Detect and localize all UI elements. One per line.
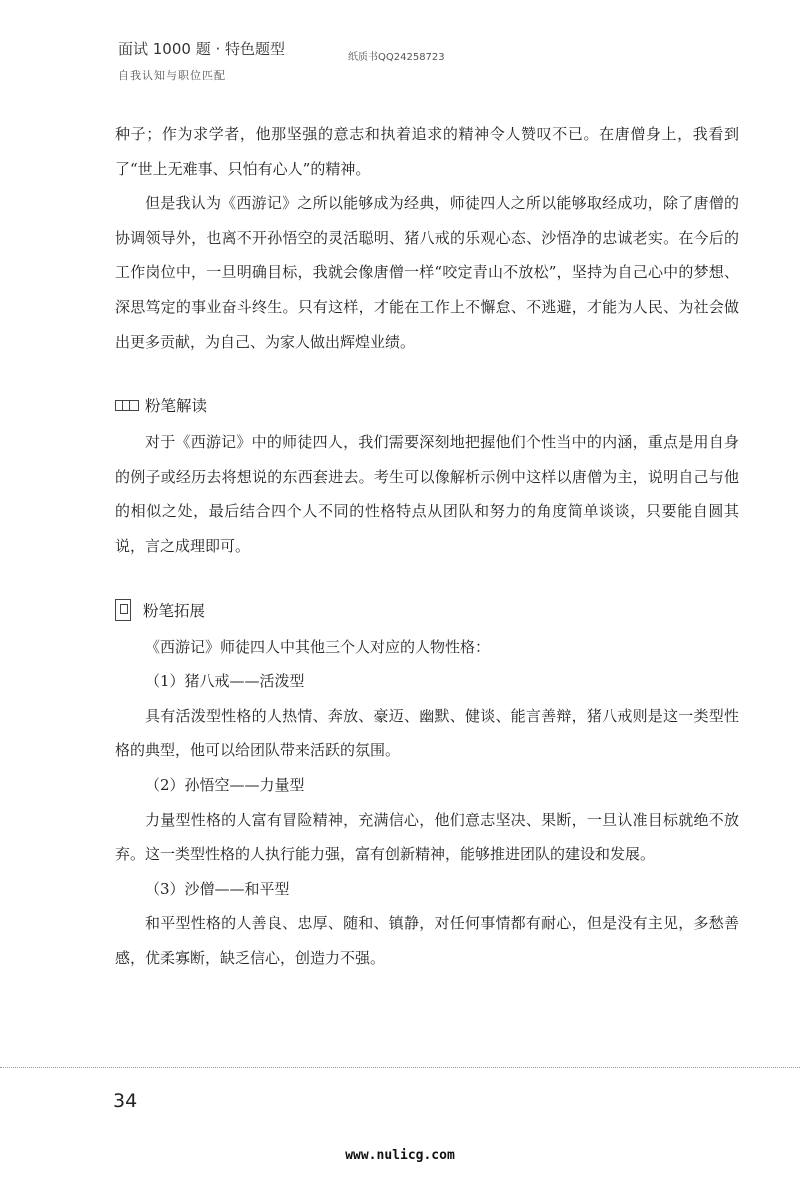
item-body: 力量型性格的人富有冒险精神，充满信心，他们意志坚决、果断，一旦认准目标就绝不放弃。这一类型性格的人执行能力强，富有创新精神，能够推进团队的建设和发展。 <box>115 810 739 864</box>
extension-icon <box>115 599 131 621</box>
reading-section-header <box>115 385 739 425</box>
reading-paragraph: 对于《西游记》中的师徒四人，我们需要深刻地把握他们个性当中的内涵，重点是用自身的例子或经历去将想说的东西套进去。考生可以像解析示例中这样以唐僧为主，说明自己与他的相似之处，最后结合四个人不同的性格特点从团队和努力的角度简单谈谈，只要能自圆其说，言之成理即可。 <box>115 433 739 555</box>
item-heading: （2）孙悟空——力量型 <box>145 775 305 794</box>
item-heading: （3）沙僧——和平型 <box>145 879 290 898</box>
page-body <box>115 117 739 975</box>
series-title: 面试 1000 题 · 特色题型 <box>118 40 286 58</box>
item-body: 和平型性格的人善良、忠厚、随和、镇静，对任何事情都有耐心，但是没有主见，多愁善感，优柔寡断，缺乏信心，创造力不强。 <box>115 914 739 967</box>
extension-section-header <box>115 590 739 630</box>
reading-section-title: 粉笔解读 <box>145 397 208 416</box>
footer-url: www.nulicg.com <box>345 1148 455 1163</box>
page-number: 34 <box>113 1090 138 1112</box>
intro-paragraph-1: 种子；作为求学者，他那坚强的意志和执着追求的精神令人赞叹不已。在唐僧身上，我看到了“世上无难事、只怕有心人”的精神。 <box>115 125 739 178</box>
chapter-subtitle: 自我认知与职位匹配 <box>118 69 226 82</box>
running-header <box>118 38 285 83</box>
item-heading: （1）猪八戒——活泼型 <box>145 672 305 691</box>
item-body: 具有活泼型性格的人热情、奔放、豪迈、幽默、健谈、能言善辩，猪八戒则是这一类型性格的典型，他可以给团队带来活跃的氛围。 <box>115 706 739 760</box>
extension-lead: 《西游记》师徒四人中其他三个人对应的人物性格： <box>145 637 491 656</box>
header-note: 纸质书QQ24258723 <box>348 52 445 63</box>
intro-paragraph-2: 但是我认为《西游记》之所以能够成为经典，师徒四人之所以能够取经成功，除了唐僧的协调领导外，也离不开孙悟空的灵活聪明、猪八戒的乐观心态、沙悟净的忠诚老实。在今后的工作岗位中，一旦明确目标，我就会像唐僧一样“咬定青山不放松”，坚持为自己心中的梦想、深思笃定的事业奋斗终生。只有这样，才能在工作上不懈怠、不逃避，才能为人民、为社会做出更多贡献，为自己、为家人做出辉煌业绩。 <box>115 194 739 351</box>
divider <box>0 1067 800 1068</box>
extension-section-title: 粉笔拓展 <box>143 601 206 620</box>
book-icon <box>115 400 139 411</box>
